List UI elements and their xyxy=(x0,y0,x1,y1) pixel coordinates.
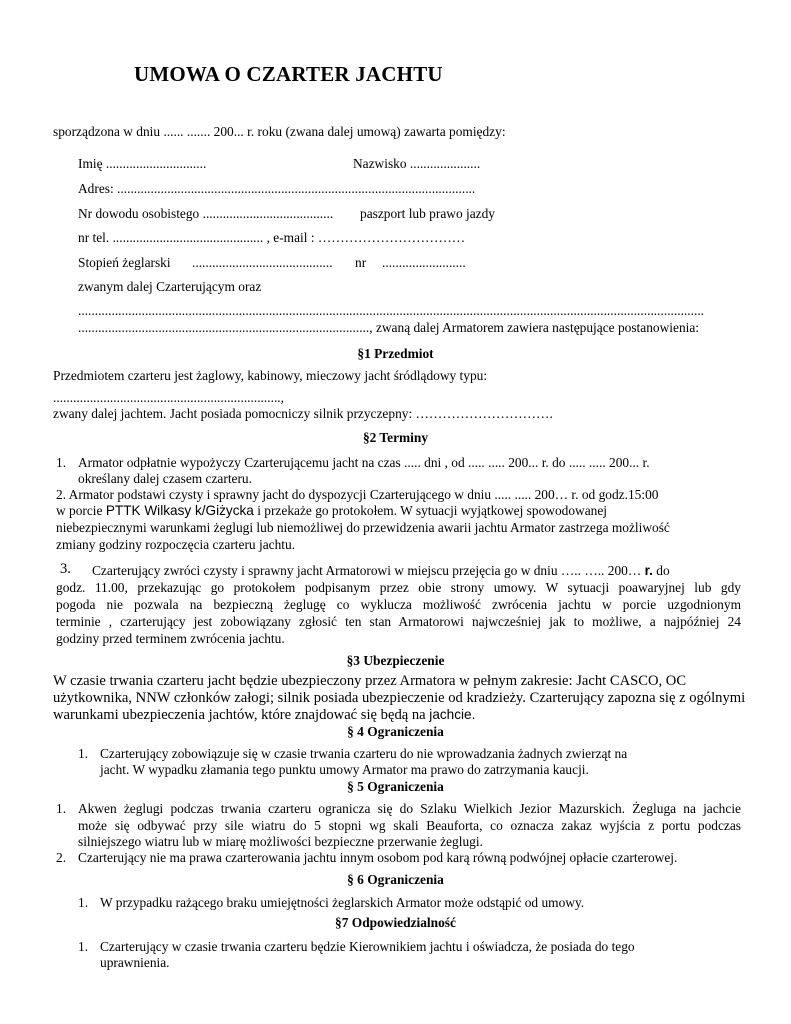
s2-p3-number: 3. xyxy=(60,561,71,577)
field-stopien-label: Stopień żeglarski xyxy=(78,255,171,270)
s5-p1-number: 1. xyxy=(56,801,67,816)
s5-p2-line-1: Czarterujący nie ma prawa czarterowania jachtu innym osobom pod karą równą podwójnej opłacie czarterowej. xyxy=(78,850,678,865)
s3-line-2: użytkownika, NNW członków załogi; silnik posiada ubezpieczenie od kradzieży. Czarterujący zapozna się z ogólnymi xyxy=(53,690,746,706)
s4-number: 1. xyxy=(78,746,89,761)
page-title: UMOWA O CZARTER JACHTU xyxy=(134,62,443,86)
s5-p1-line-3: silniejszego wiatru lub w miarę możliwości bezpieczne przerwanie żeglugi. xyxy=(78,834,483,849)
s2-p3-line-3: pogoda nie pozwala na bezpieczną żeglugę co wyklucza możliwość zwrócenia jachtu w porcie uzgodnionym xyxy=(56,597,741,612)
field-paszport: paszport lub prawo jazdy xyxy=(360,206,495,221)
s2-p2-line-1: 2. Armator podstawi czysty i sprawny jacht do dyspozycji Czarterującego w dniu ..... ..... 200… r. od godz.15:00 xyxy=(56,487,659,502)
section-7-heading: §7 Odpowiedzialność xyxy=(335,915,456,930)
s6-line-1: W przypadku rażącego braku umiejętności żeglarskich Armator może odstąpić od umowy. xyxy=(100,895,585,910)
section-6-heading: § 6 Ograniczenia xyxy=(347,872,444,887)
field-tel-email: nr tel. ............................................. , e-mail : …………………………… xyxy=(78,230,466,245)
s7-line-2: uprawnienia. xyxy=(100,955,170,970)
field-nr-dots: ......................... xyxy=(382,255,466,270)
s6-number: 1. xyxy=(78,895,89,910)
s5-p1-line-1: Akwen żeglugi podczas trwania czarteru ogranicza się do Szlaku Wielkich Jezior Mazurskich. Żegluga na jachcie xyxy=(78,801,741,816)
s3-line-1: W czasie trwania czarteru jacht będzie ubezpieczony przez Armatora w pełnym zakresie: Jacht CASCO, OC xyxy=(53,673,687,689)
section-5-heading: § 5 Ograniczenia xyxy=(347,779,444,794)
section-2-heading: §2 Terminy xyxy=(362,430,429,445)
s2-p3-line-4: terminie , czarterujący jest zobowiązany zgłosić ten stan Armatorowi najwcześniej jak to możliwe, a najpóźniej 24 xyxy=(56,614,741,629)
s2-p2-line-2: w porcie PTTK Wilkasy k/Giżycka i przekaże go protokołem. W sytuacji wyjątkowej spowodowanej xyxy=(56,503,608,518)
field-dowod: Nr dowodu osobistego ....................................... xyxy=(78,206,334,221)
armator-line: ......................................................................................., zwaną dalej Armatorem zawiera następujące postanowienia: xyxy=(78,320,700,335)
s1-line-1: Przedmiotem czarteru jest żaglowy, kabinowy, mieczowy jacht śródlądowy typu: xyxy=(53,368,488,383)
s5-p2-number: 2. xyxy=(56,850,67,865)
s2-p1-number: 1. xyxy=(56,455,67,470)
field-nazwisko: Nazwisko ..................... xyxy=(353,156,481,171)
field-nr-label: nr xyxy=(355,255,367,270)
s7-line-1: Czarterujący w czasie trwania czarteru będzie Kierownikiem jachtu i oświadcza, że posiada do tego xyxy=(100,939,635,954)
field-adres: Adres: ........................................................................................................... xyxy=(78,181,476,196)
s2-p3-line-1: Czarterujący zwróci czysty i sprawny jacht Armatorowi w miejscu przejęcia go w dniu ….. ….. 200… r. do xyxy=(92,563,670,578)
s3-line-3: warunkami ubezpieczenia jachtów, które znajdować się będą na jachcie. xyxy=(53,707,476,723)
zwanym-line: zwanym dalej Czarterującym oraz xyxy=(78,279,262,294)
s2-p2-line-3: niebezpiecznymi warunkami żeglugi lub niemożliwej do przewidzenia awarii jachtu Armator zastrzega możliwość xyxy=(56,520,670,535)
field-stopien-dots: .......................................... xyxy=(192,255,333,270)
s2-p3-line-5: godziny przed terminem zwrócenia jachtu. xyxy=(56,631,285,646)
s4-line-2: jacht. W wypadku złamania tego punktu umowy Armator ma prawo do zatrzymania kaucji. xyxy=(100,762,589,777)
s2-p1-line-2: określany dalej czasem czarteru. xyxy=(78,471,252,486)
s4-line-1: Czarterujący zobowiązuje się w czasie trwania czarteru do nie wprowadzania żadnych zwierząt na xyxy=(100,746,628,761)
s5-p1-line-2: może się odbywać przy sile wiatru do 5 stopni wg skali Beauforta, co oznacza zakaz wyjścia z portu podczas xyxy=(78,818,741,833)
s2-p2-line-4: zmiany godziny rozpoczęcia czarteru jachtu. xyxy=(56,537,296,552)
s2-p1-line-1: Armator odpłatnie wypożyczy Czarterującemu jacht na czas ..... dni , od ..... ..... 200... r. do ..... ..... 200... r. xyxy=(78,455,650,470)
s7-number: 1. xyxy=(78,939,89,954)
port-name: PTTK Wilkasy k/Giżycka xyxy=(105,503,254,518)
armator-dots-line: ........................................................................................................................................................................................... xyxy=(78,303,705,318)
section-4-heading: § 4 Ograniczenia xyxy=(347,724,444,739)
s1-line-2: ...................................................................., xyxy=(53,390,284,405)
section-1-heading: §1 Przedmiot xyxy=(357,346,434,361)
s2-p3-line-2: godz. 11.00, przekazując go protokołem podpisanym przez obie strony umowy. W sytuacji poawaryjnej lub gdy xyxy=(56,580,741,595)
intro-line: sporządzona w dniu ...... ....... 200... r. roku (zwana dalej umową) zawarta pomiędzy: xyxy=(53,124,506,139)
field-imie: Imię .............................. xyxy=(78,156,207,171)
s1-line-3: zwany dalej jachtem. Jacht posiada pomocniczy silnik przyczepny: …………………………. xyxy=(53,406,553,421)
section-3-heading: §3 Ubezpieczenie xyxy=(346,653,445,668)
